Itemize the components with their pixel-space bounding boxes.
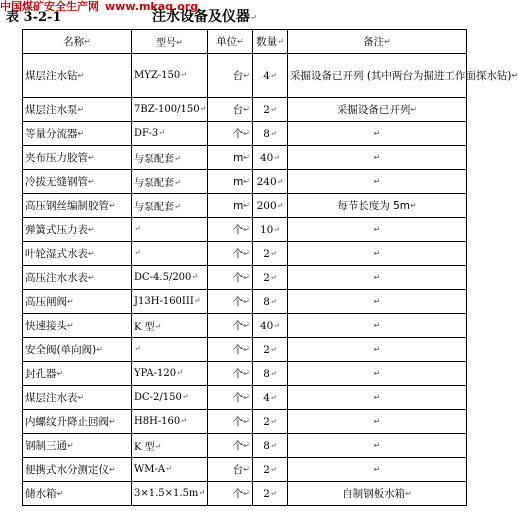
cell-unit-text: 个 bbox=[232, 392, 244, 404]
paragraph-mark-icon: ↵ bbox=[191, 272, 199, 281]
page-header bbox=[0, 0, 472, 30]
cell-note bbox=[288, 290, 467, 314]
cell-name bbox=[23, 98, 132, 122]
cell-name-text: 冷拔无缝钢管 bbox=[25, 176, 88, 188]
cell-note-text: 每节长度为 5m bbox=[337, 200, 411, 212]
cell-name-text: 叶轮湿式水表 bbox=[25, 248, 88, 260]
cell-unit-text: 个 bbox=[232, 248, 244, 260]
cell-qty bbox=[253, 338, 288, 362]
paragraph-mark-icon: ↵ bbox=[158, 128, 165, 137]
table-number: 表 3-2-1 bbox=[6, 10, 62, 25]
cell-unit bbox=[208, 482, 253, 506]
paragraph-mark-icon: ↵ bbox=[273, 320, 281, 330]
paragraph-mark-icon: ↵ bbox=[243, 249, 250, 258]
table-row bbox=[23, 194, 467, 218]
cell-note bbox=[288, 266, 467, 290]
paragraph-mark-icon: ↵ bbox=[269, 392, 277, 402]
cell-unit bbox=[208, 290, 253, 314]
watermark-url: www.mkaq.org bbox=[105, 0, 199, 13]
paragraph-mark-icon: ↵ bbox=[373, 368, 381, 378]
paragraph-mark-icon: ↵ bbox=[134, 224, 141, 233]
table-row bbox=[23, 218, 467, 242]
cell-name bbox=[23, 54, 132, 98]
cell-name bbox=[23, 434, 132, 458]
paragraph-mark-icon: ↵ bbox=[373, 152, 381, 162]
header-unit: 单位↵ bbox=[208, 30, 253, 54]
paragraph-mark-icon: ↵ bbox=[77, 105, 85, 114]
table-row bbox=[23, 434, 467, 458]
watermark-site: 中国煤矿安全生产网 bbox=[0, 0, 99, 13]
paragraph-mark-icon: ↵ bbox=[243, 273, 250, 282]
paragraph-mark-icon: ↵ bbox=[243, 105, 250, 114]
paragraph-mark-icon: ↵ bbox=[243, 297, 250, 306]
paragraph-mark-icon: ↵ bbox=[243, 345, 250, 354]
paragraph-mark-icon: ↵ bbox=[410, 105, 418, 114]
cell-name bbox=[23, 314, 132, 338]
paragraph-mark-icon: ↵ bbox=[56, 369, 64, 378]
table-row bbox=[23, 170, 467, 194]
cell-qty-text: 240 bbox=[256, 175, 277, 188]
paragraph-mark-icon: ↵ bbox=[511, 70, 518, 80]
table-row bbox=[23, 362, 467, 386]
cell-note bbox=[288, 54, 518, 98]
paragraph-mark-icon: ↵ bbox=[243, 465, 250, 474]
paragraph-mark-icon: ↵ bbox=[269, 248, 277, 258]
table-row bbox=[23, 242, 467, 266]
table-row bbox=[23, 98, 467, 122]
paragraph-mark-icon: ↵ bbox=[276, 200, 284, 210]
cell-model bbox=[132, 98, 208, 122]
cell-model bbox=[132, 242, 208, 266]
paragraph-mark-icon: ↵ bbox=[405, 489, 412, 498]
table-row bbox=[23, 386, 467, 410]
paragraph-mark-icon: ↵ bbox=[373, 248, 381, 258]
table-row bbox=[23, 338, 467, 362]
cell-qty-text: 8 bbox=[263, 295, 270, 308]
table-row bbox=[23, 146, 467, 170]
cell-name bbox=[23, 194, 132, 218]
paragraph-mark-icon: ↵ bbox=[269, 128, 277, 138]
cell-qty-text: 2 bbox=[263, 343, 270, 356]
cell-qty-text: 4 bbox=[263, 69, 270, 82]
header-model: 型号↵ bbox=[132, 30, 208, 54]
paragraph-mark-icon: ↵ bbox=[77, 393, 85, 402]
cell-note bbox=[288, 386, 467, 410]
table-row bbox=[23, 458, 467, 482]
cell-unit bbox=[208, 122, 253, 146]
cell-note bbox=[288, 170, 467, 194]
cell-note-text: 采掘设备已开列 bbox=[336, 104, 411, 116]
paragraph-mark-icon: ↵ bbox=[269, 368, 277, 378]
paragraph-mark-icon: ↵ bbox=[176, 368, 183, 377]
cell-model bbox=[132, 54, 208, 98]
cell-unit-text: 台 bbox=[232, 464, 244, 476]
equipment-table bbox=[22, 29, 518, 506]
cell-name-text: 储水箱 bbox=[25, 488, 57, 500]
paragraph-mark-icon: ↵ bbox=[269, 488, 277, 498]
paragraph-mark-icon: ↵ bbox=[243, 369, 250, 378]
cell-note-text: 自制钢板水箱 bbox=[342, 488, 406, 500]
cell-name bbox=[23, 218, 132, 242]
cell-model-text: H8H-160 bbox=[134, 416, 181, 427]
cell-unit-text: m bbox=[233, 175, 244, 188]
cell-unit-text: 台 bbox=[232, 104, 244, 116]
cell-name-text: 煤层注水钻 bbox=[25, 70, 78, 82]
cell-model-text: K 型 bbox=[134, 322, 155, 333]
cell-qty bbox=[253, 362, 288, 386]
cell-unit-text: 个 bbox=[232, 368, 244, 380]
cell-qty bbox=[253, 218, 288, 242]
cell-unit bbox=[208, 338, 253, 362]
cell-qty bbox=[253, 410, 288, 434]
cell-qty bbox=[253, 122, 288, 146]
paragraph-mark-icon: ↵ bbox=[243, 225, 250, 234]
paragraph-mark-icon: ↵ bbox=[96, 345, 103, 354]
table-title bbox=[152, 6, 257, 26]
paragraph-mark-icon: ↵ bbox=[134, 344, 141, 353]
paragraph-mark-icon: ↵ bbox=[373, 320, 381, 330]
paragraph-mark-icon: ↵ bbox=[269, 440, 277, 450]
cell-qty bbox=[253, 194, 288, 218]
cell-name-text: 高压闸阀 bbox=[25, 296, 67, 308]
paragraph-mark-icon: ↵ bbox=[410, 201, 417, 210]
cell-qty-text: 4 bbox=[263, 391, 270, 404]
cell-qty-text: 2 bbox=[263, 271, 270, 284]
cell-unit bbox=[208, 54, 253, 98]
paragraph-mark-icon: ↵ bbox=[243, 489, 250, 498]
paragraph-mark-icon: ↵ bbox=[243, 176, 250, 186]
cell-name-text: 煤层注水表 bbox=[25, 392, 78, 404]
cell-unit bbox=[208, 266, 253, 290]
table-row bbox=[23, 266, 467, 290]
table-row bbox=[23, 122, 467, 146]
paragraph-mark-icon: ↵ bbox=[373, 392, 381, 402]
paragraph-mark-icon: ↵ bbox=[373, 272, 381, 282]
cell-model-text: J13H-160III bbox=[134, 296, 194, 307]
paragraph-mark-icon: ↵ bbox=[165, 464, 172, 473]
cell-qty-text: 2 bbox=[263, 415, 270, 428]
cell-qty-text: 200 bbox=[256, 199, 277, 212]
cell-unit-text: m bbox=[233, 199, 244, 212]
cell-unit-text: m bbox=[233, 151, 244, 164]
cell-qty bbox=[253, 146, 288, 170]
cell-unit bbox=[208, 386, 253, 410]
paragraph-mark-icon: ↵ bbox=[243, 152, 250, 162]
cell-unit-text: 个 bbox=[232, 320, 244, 332]
cell-model bbox=[132, 146, 208, 170]
cell-qty-text: 10 bbox=[259, 223, 274, 236]
cell-name-text: 便携式水分测定仪 bbox=[25, 464, 109, 476]
paragraph-mark-icon: ↵ bbox=[67, 321, 74, 330]
cell-name bbox=[23, 146, 132, 170]
paragraph-mark-icon: ↵ bbox=[174, 154, 181, 163]
cell-unit bbox=[208, 170, 253, 194]
table-row bbox=[23, 482, 467, 506]
paragraph-mark-icon: ↵ bbox=[243, 441, 250, 450]
cell-name bbox=[23, 170, 132, 194]
paragraph-mark-icon: ↵ bbox=[373, 176, 381, 186]
paragraph-mark-icon: ↵ bbox=[77, 129, 85, 138]
cell-unit bbox=[208, 98, 253, 122]
cell-note bbox=[288, 410, 467, 434]
cell-qty-text: 2 bbox=[263, 103, 270, 116]
cell-model-text: MYZ-150 bbox=[134, 70, 181, 81]
paragraph-mark-icon: ↵ bbox=[180, 70, 187, 79]
cell-unit bbox=[208, 458, 253, 482]
cell-qty bbox=[253, 290, 288, 314]
cell-name bbox=[23, 458, 132, 482]
paragraph-mark-icon: ↵ bbox=[269, 104, 277, 114]
cell-name-text: 等量分流器 bbox=[25, 128, 78, 140]
cell-model-text: 7BZ-100/150 bbox=[134, 104, 200, 115]
paragraph-mark-icon: ↵ bbox=[109, 417, 116, 426]
cell-unit-text: 个 bbox=[232, 224, 244, 236]
cell-unit bbox=[208, 362, 253, 386]
cell-note bbox=[288, 194, 467, 218]
paragraph-mark-icon: ↵ bbox=[373, 464, 381, 474]
cell-name-text: 内螺纹升降止回阀 bbox=[25, 416, 109, 428]
cell-note bbox=[288, 482, 467, 506]
cell-model-text: 与泵配套 bbox=[134, 202, 174, 213]
paragraph-mark-icon: ↵ bbox=[88, 273, 95, 282]
cell-qty bbox=[253, 482, 288, 506]
cell-model bbox=[132, 482, 208, 506]
cell-unit-text: 个 bbox=[232, 416, 244, 428]
cell-model bbox=[132, 314, 208, 338]
cell-model bbox=[132, 434, 208, 458]
paragraph-mark-icon: ↵ bbox=[269, 70, 277, 80]
cell-name-text: 快速接头 bbox=[25, 320, 67, 332]
paragraph-mark-icon: ↵ bbox=[243, 321, 250, 330]
header-name: 名称↵ bbox=[23, 30, 132, 54]
paragraph-mark-icon: ↵ bbox=[243, 200, 250, 210]
cell-qty bbox=[253, 242, 288, 266]
cell-unit-text: 个 bbox=[232, 296, 244, 308]
cell-model-text: YPA-120 bbox=[134, 368, 177, 379]
cell-qty-text: 8 bbox=[263, 439, 270, 452]
paragraph-mark-icon: ↵ bbox=[243, 71, 250, 80]
cell-note bbox=[288, 218, 467, 242]
cell-name bbox=[23, 122, 132, 146]
paragraph-mark-icon: ↵ bbox=[269, 344, 277, 354]
paragraph-mark-icon: ↵ bbox=[373, 296, 381, 306]
cell-qty bbox=[253, 98, 288, 122]
cell-name-text: 高压钢丝编制胶管 bbox=[25, 200, 109, 212]
cell-unit-text: 个 bbox=[232, 344, 244, 356]
cell-unit bbox=[208, 146, 253, 170]
cell-name bbox=[23, 410, 132, 434]
cell-qty bbox=[253, 434, 288, 458]
cell-model bbox=[132, 218, 208, 242]
cell-name-text: 煤层注水泵 bbox=[25, 104, 78, 116]
cell-model-text: WM-A bbox=[134, 464, 166, 475]
paragraph-mark-icon: ↵ bbox=[276, 176, 284, 186]
cell-unit bbox=[208, 434, 253, 458]
paragraph-mark-icon: ↵ bbox=[273, 152, 281, 162]
cell-unit bbox=[208, 218, 253, 242]
paragraph-mark-icon: ↵ bbox=[88, 177, 95, 186]
cell-name-text: 钢制三通 bbox=[25, 440, 67, 452]
cell-model bbox=[132, 266, 208, 290]
cell-unit-text: 个 bbox=[232, 488, 244, 500]
table-row bbox=[23, 54, 467, 98]
cell-qty bbox=[253, 170, 288, 194]
paragraph-mark-icon: ↵ bbox=[199, 104, 207, 113]
cell-model bbox=[132, 410, 208, 434]
cell-model-text: DF-3 bbox=[134, 128, 159, 139]
cell-model-text: K 型 bbox=[134, 442, 155, 453]
cell-model-text: 与泵配套 bbox=[134, 178, 174, 189]
cell-name bbox=[23, 266, 132, 290]
cell-unit-text: 台 bbox=[232, 70, 244, 82]
cell-qty bbox=[253, 458, 288, 482]
paragraph-mark-icon: ↵ bbox=[77, 71, 85, 80]
cell-note bbox=[288, 338, 467, 362]
cell-qty-text: 8 bbox=[263, 367, 270, 380]
cell-model bbox=[132, 194, 208, 218]
paragraph-mark-icon: ↵ bbox=[373, 440, 381, 450]
cell-qty-text: 2 bbox=[263, 247, 270, 260]
cell-qty-text: 40 bbox=[259, 151, 274, 164]
cell-note bbox=[288, 362, 467, 386]
cell-qty bbox=[253, 54, 288, 98]
cell-model bbox=[132, 122, 208, 146]
cell-name bbox=[23, 242, 132, 266]
paragraph-mark-icon: ↵ bbox=[373, 344, 381, 354]
paragraph-mark-icon: ↵ bbox=[154, 322, 162, 331]
cell-unit bbox=[208, 314, 253, 338]
cell-name-text: 弹簧式压力表 bbox=[25, 224, 88, 236]
cell-unit bbox=[208, 410, 253, 434]
cell-note bbox=[288, 122, 467, 146]
cell-name-text: 夹布压力胶管 bbox=[25, 152, 88, 164]
cell-qty-text: 2 bbox=[263, 463, 270, 476]
cell-note bbox=[288, 242, 467, 266]
cell-unit-text: 个 bbox=[232, 272, 244, 284]
table-header-row bbox=[23, 30, 467, 54]
cell-unit-text: 个 bbox=[232, 128, 244, 140]
cell-name-text: 安全阀(单向阀) bbox=[25, 344, 97, 356]
cell-name-text: 高压注水水表 bbox=[25, 272, 88, 284]
paragraph-mark-icon: ↵ bbox=[67, 441, 74, 450]
paragraph-mark-icon: ↵ bbox=[269, 464, 277, 474]
cell-unit bbox=[208, 194, 253, 218]
paragraph-mark-icon: ↵ bbox=[109, 201, 116, 210]
cell-name bbox=[23, 290, 132, 314]
cell-model-text: 与泵配套 bbox=[134, 154, 174, 165]
paragraph-mark-icon: ↵ bbox=[134, 248, 141, 257]
cell-note bbox=[288, 314, 467, 338]
paragraph-mark-icon: ↵ bbox=[198, 488, 206, 497]
cell-qty-text: 8 bbox=[263, 127, 270, 140]
cell-model bbox=[132, 290, 208, 314]
paragraph-mark-icon: ↵ bbox=[154, 442, 162, 451]
paragraph-mark-icon: ↵ bbox=[181, 392, 189, 401]
cell-unit-text: 个 bbox=[232, 440, 244, 452]
paragraph-mark-icon: ↵ bbox=[193, 296, 201, 305]
table-row bbox=[23, 314, 467, 338]
paragraph-mark-icon: ↵ bbox=[180, 416, 187, 425]
paragraph-mark-icon: ↵ bbox=[373, 416, 381, 426]
paragraph-mark-icon: ↵ bbox=[250, 13, 257, 22]
cell-model-text: DC-2/150 bbox=[134, 392, 182, 403]
paragraph-mark-icon: ↵ bbox=[174, 202, 181, 211]
cell-note bbox=[288, 98, 467, 122]
paragraph-mark-icon: ↵ bbox=[88, 153, 95, 162]
cell-qty bbox=[253, 266, 288, 290]
cell-model bbox=[132, 338, 208, 362]
paragraph-mark-icon: ↵ bbox=[273, 224, 281, 234]
paragraph-mark-icon: ↵ bbox=[373, 224, 381, 234]
paragraph-mark-icon: ↵ bbox=[56, 489, 64, 498]
cell-note bbox=[288, 434, 467, 458]
paragraph-mark-icon: ↵ bbox=[269, 296, 277, 306]
paragraph-mark-icon: ↵ bbox=[88, 225, 95, 234]
paragraph-mark-icon: ↵ bbox=[243, 417, 250, 426]
cell-unit bbox=[208, 242, 253, 266]
header-note: 备注↵ bbox=[288, 30, 467, 54]
cell-model bbox=[132, 170, 208, 194]
paragraph-mark-icon: ↵ bbox=[243, 129, 250, 138]
paragraph-mark-icon: ↵ bbox=[67, 297, 74, 306]
cell-model-text: DC-4.5/200 bbox=[134, 272, 192, 283]
cell-name bbox=[23, 386, 132, 410]
cell-qty-text: 2 bbox=[263, 487, 270, 500]
table-title-text: 注水设备及仪器 bbox=[152, 9, 250, 25]
cell-qty bbox=[253, 314, 288, 338]
table-row bbox=[23, 290, 467, 314]
cell-name bbox=[23, 362, 132, 386]
cell-note bbox=[288, 146, 467, 170]
cell-model bbox=[132, 458, 208, 482]
cell-note bbox=[288, 458, 467, 482]
cell-name-text: 封孔器 bbox=[25, 368, 57, 380]
cell-model-text: 3×1.5×1.5m bbox=[134, 488, 199, 499]
cell-model bbox=[132, 386, 208, 410]
paragraph-mark-icon: ↵ bbox=[269, 416, 277, 426]
header-qty: 数量↵ bbox=[253, 30, 288, 54]
table-row bbox=[23, 410, 467, 434]
cell-name bbox=[23, 482, 132, 506]
paragraph-mark-icon: ↵ bbox=[109, 465, 116, 474]
cell-qty-text: 40 bbox=[259, 319, 274, 332]
paragraph-mark-icon: ↵ bbox=[243, 393, 250, 402]
paragraph-mark-icon: ↵ bbox=[88, 249, 95, 258]
cell-note-text: 采掘设备已开列 (其中两台为掘进工作面探水钻) bbox=[290, 69, 512, 82]
cell-model bbox=[132, 362, 208, 386]
paragraph-mark-icon: ↵ bbox=[174, 178, 181, 187]
cell-name bbox=[23, 338, 132, 362]
cell-qty bbox=[253, 386, 288, 410]
paragraph-mark-icon: ↵ bbox=[269, 272, 277, 282]
paragraph-mark-icon: ↵ bbox=[373, 128, 381, 138]
